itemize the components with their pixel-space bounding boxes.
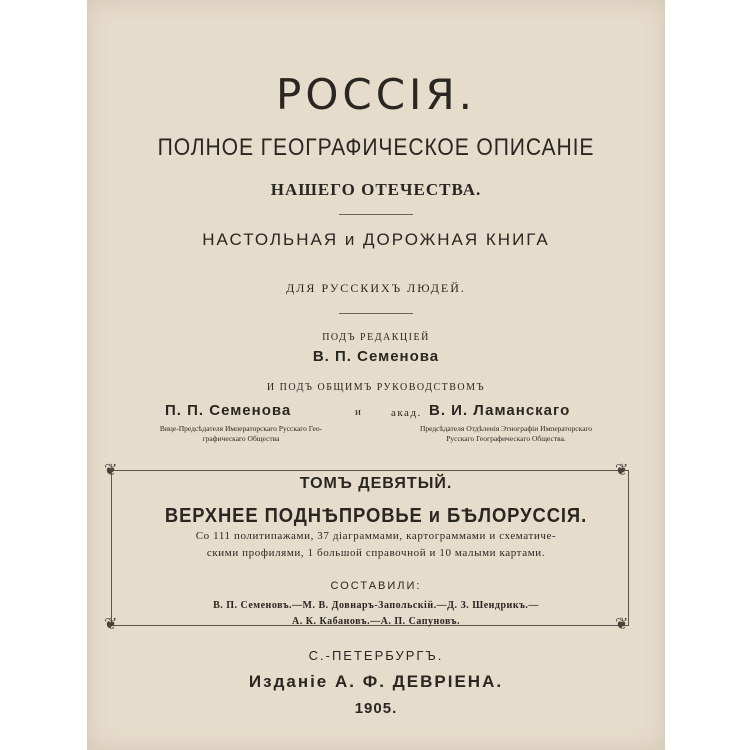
divider — [339, 313, 413, 314]
authors-list: В. П. Семеновъ.—М. В. Довнаръ-Запольскій.—Д. З. Шендрикъ.— А. К. Кабановъ.—А. П. Сапуновъ. — [213, 600, 539, 627]
guidance-label: И ПОДЪ ОБЩИМЪ РУКОВОДСТВОМЪ — [266, 382, 486, 393]
title-page — [87, 0, 665, 750]
volume-description: Со 111 политипажами, 37 діаграммами, картограммами и схематиче- скими профилями, 1 большой справочной и 10 малыми картами. — [195, 530, 557, 559]
volume-label: ТОМЪ ДЕВЯТЫЙ. — [299, 475, 453, 492]
publication-city: С.-ПЕТЕРБУРГЪ. — [308, 648, 444, 663]
compiled-label: СОСТАВИЛИ: — [330, 580, 422, 592]
guidance-conjunction: и — [355, 406, 363, 418]
book-subtitle-2: НАШЕГО ОТЕЧЕСТВА. — [270, 180, 482, 199]
ornament-icon: ❦ — [104, 460, 118, 479]
book-subtitle-3: НАСТОЛЬНАЯ и ДОРОЖНАЯ КНИГА — [202, 230, 550, 249]
book-subtitle: ПОЛНОЕ ГЕОГРАФИЧЕСКОЕ ОПИСАНІЕ — [157, 134, 595, 161]
publication-year: 1905. — [354, 700, 398, 717]
guidance-right-name: В. И. Ламанскаго — [429, 402, 571, 419]
ornament-icon: ❦ — [615, 614, 629, 633]
guidance-left-name: П. П. Семенова — [165, 402, 292, 419]
editor-name: В. П. Семенова — [312, 348, 440, 365]
volume-name: ВЕРХНЕЕ ПОДНѢПРОВЬЕ и БѢЛОРУССІЯ. — [164, 505, 588, 527]
divider — [339, 214, 413, 215]
guidance-right-note: Предсѣдателя Отдѣленія Этнографіи Императорскаго Русскаго Географическаго Общества. — [419, 424, 593, 443]
guidance-right-prefix: акад. — [391, 407, 422, 419]
editor-label: ПОДЪ РЕДАКЦІЕЙ — [322, 332, 430, 343]
book-subtitle-4: ДЛЯ РУССКИХЪ ЛЮДЕЙ. — [286, 281, 466, 295]
ornament-icon: ❦ — [104, 614, 118, 633]
guidance-left-note: Вице-Предсѣдателя Императорскаго Русскаго Гео- графическаго Общества — [159, 424, 323, 443]
book-title: РОССІЯ. — [276, 70, 476, 119]
ornament-icon: ❦ — [615, 460, 629, 479]
publisher: Изданіе А. Ф. ДЕВРІЕНА. — [248, 672, 504, 691]
